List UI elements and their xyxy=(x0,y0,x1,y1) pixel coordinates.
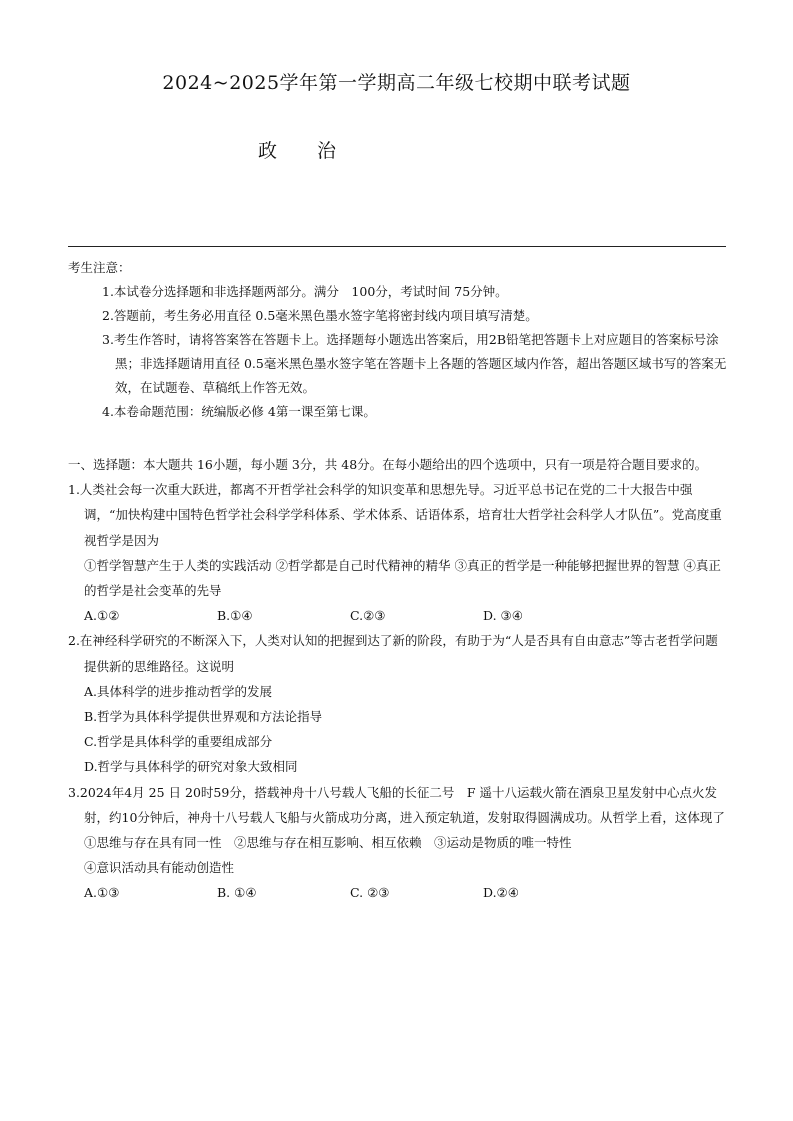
notice-item: 2.答题前，考生务必用直径 0.5毫米黑色墨水签字笔将密封线内项目填写清楚。 xyxy=(102,308,538,323)
exam-title: 2024~2025学年第一学期高二年级七校期中联考试题 xyxy=(162,72,631,94)
question-stem: 3.2024年4月 25 日 20时59分，搭载神舟十八号载人飞船的长征二号 F 遥十八运载火箭在酒泉卫星发射中心点火发射，约10分钟后，神舟十八号载人飞船与火箭成功分离，进入预定轨道，发射取得圆满成功。从哲学上看，这体现了 xyxy=(68,784,725,825)
divider-line xyxy=(68,246,726,247)
option-c: C. ②③ xyxy=(350,885,390,901)
question-statements: ④意识活动具有能动创造性 xyxy=(84,860,235,876)
option-row xyxy=(68,880,728,905)
option-row xyxy=(68,603,728,628)
question-2 xyxy=(68,628,728,779)
option-d: D.哲学与具体科学的研究对象大致相同 xyxy=(84,759,298,775)
question-statements: ①思维与存在具有同一性 ②思维与存在相互影响、相互依赖 ③运动是物质的唯一特性 xyxy=(84,835,572,851)
notice-list xyxy=(68,280,728,424)
candidate-notice xyxy=(68,256,728,424)
option-b: B. ①④ xyxy=(217,885,257,901)
notice-item: 1.本试卷分选择题和非选择题两部分。满分 100分，考试时间 75分钟。 xyxy=(102,284,508,299)
question-stem: 2.在神经科学研究的不断深入下，人类对认知的把握到达了新的阶段，有助于为“人是否具有自由意志”等古老哲学问题提供新的思维路径。这说明 xyxy=(68,633,718,674)
option-b: B.①④ xyxy=(217,608,253,624)
question-statements: ①哲学智慧产生于人类的实践活动 ②哲学都是自己时代精神的精华 ③真正的哲学是一种能够把握世界的智慧 ④真正的哲学是社会变革的先导 xyxy=(84,557,721,599)
option-a: A.具体科学的进步推动哲学的发展 xyxy=(84,683,273,699)
notice-item: 4.本卷命题范围：统编版必修 4第一课至第七课。 xyxy=(102,404,376,419)
option-a: A.①② xyxy=(84,608,120,624)
notice-item: 3.考生作答时，请将答案答在答题卡上。选择题每小题选出答案后，用2B铅笔把答题卡上对应题目的答案标号涂黑；非选择题请用直径 0.5毫米黑色墨水签字笔在答题卡上各题的答题区域内作答，超出答题区域书写的答案无效，在试题卷、草稿纸上作答无效。 xyxy=(102,332,727,395)
question-stem: 1.人类社会每一次重大跃进，都离不开哲学社会科学的知识变革和思想先导。习近平总书记在党的二十大报告中强调，“加快构建中国特色哲学社会科学学科体系、学术体系、话语体系，培育壮大哲学社会科学人才队伍”。党高度重视哲学是因为 xyxy=(68,482,722,548)
option-c: C.哲学是具体科学的重要组成部分 xyxy=(84,734,273,750)
question-3 xyxy=(68,780,728,906)
subject-title: 政治 xyxy=(258,140,377,162)
option-c: C.②③ xyxy=(350,608,386,624)
option-d: D.②④ xyxy=(483,885,519,901)
section-heading: 一、选择题：本大题共 16小题，每小题 3分，共 48分。在每小题给出的四个选项中，只有一项是符合题目要求的。 xyxy=(68,457,708,472)
notice-heading: 考生注意： xyxy=(68,260,131,275)
option-d: D. ③④ xyxy=(483,608,523,624)
question-1 xyxy=(68,477,728,628)
option-a: A.①③ xyxy=(84,885,120,901)
option-b: B.哲学为具体科学提供世界观和方法论指导 xyxy=(84,709,323,725)
multiple-choice-section xyxy=(68,452,728,906)
